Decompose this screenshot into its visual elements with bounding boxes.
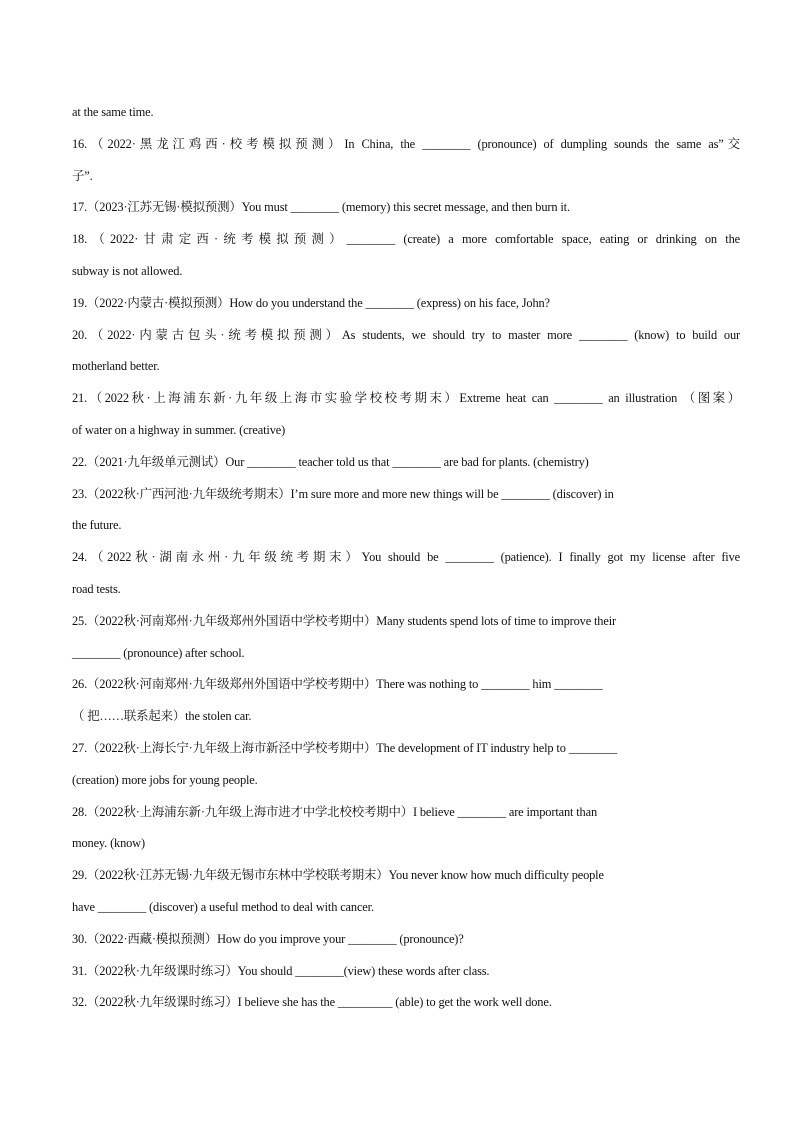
question-16-line-2: 子”. (72, 168, 93, 183)
question-31: 31.（2022秋·九年级课时练习）You should ________(view) these words after class. (72, 963, 490, 978)
question-26-line-1: 26.（2022秋·河南郑州·九年级郑州外国语中学校考期中）There was nothing to ________ him ________ (72, 677, 603, 692)
question-20-line-2: motherland better. (72, 359, 160, 374)
question-30: 30.（2022·西藏·模拟预测）How do you improve your ________ (pronounce)? (72, 931, 464, 946)
question-27-line-2: (creation) more jobs for young people. (72, 772, 258, 787)
question-32: 32.（2022秋·九年级课时练习）I believe she has the _________ (able) to get the work well done. (72, 995, 552, 1010)
question-28-line-1: 28.（2022秋·上海浦东新·九年级上海市进才中学北校校考期中）I believe ________ are important than (72, 804, 597, 819)
exercise-page (72, 102, 740, 1024)
question-26-line-2: （ 把……联系起来）the stolen car. (72, 709, 252, 724)
question-21-line-1: 21.（2022秋·上海浦东新·九年级上海市实验学校校考期末）Extreme heat can ________ an illustration （图案） (72, 391, 740, 406)
question-28-line-2: money. (know) (72, 836, 145, 851)
question-19: 19.（2022·内蒙古·模拟预测）How do you understand the ________ (express) on his face, John? (72, 295, 550, 310)
question-16-line-1: 16.（2022·黑龙江鸡西·校考模拟预测）In China, the ________ (pronounce) of dumpling sounds the same as”交 (72, 136, 740, 151)
question-29-line-2: have ________ (discover) a useful method to deal with cancer. (72, 899, 374, 914)
question-25-line-2: ________ (pronounce) after school. (72, 645, 245, 660)
question-18-line-1: 18.（2022·甘肃定西·统考模拟预测）________ (create) a more comfortable space, eating or drinking on the (72, 232, 740, 247)
question-17: 17.（2023·江苏无锡·模拟预测）You must ________ (memory) this secret message, and then burn it. (72, 200, 570, 215)
question-20-line-1: 20.（2022·内蒙古包头·统考模拟预测）As students, we should try to master more ________ (know) to build our (72, 327, 740, 342)
question-27-line-1: 27.（2022秋·上海长宁·九年级上海市新泾中学校考期中）The development of IT industry help to ________ (72, 740, 618, 755)
question-23-line-1: 23.（2022秋·广西河池·九年级统考期末）I’m sure more and more new things will be ________ (discover) in (72, 486, 614, 501)
question-29-line-1: 29.（2022秋·江苏无锡·九年级无锡市东林中学校联考期末）You never know how much difficulty people (72, 868, 604, 883)
question-21-line-2: of water on a highway in summer. (creative) (72, 422, 286, 437)
question-24-line-2: road tests. (72, 581, 121, 596)
text-line: at the same time. (72, 105, 154, 119)
question-25-line-1: 25.（2022秋·河南郑州·九年级郑州外国语中学校考期中）Many students spend lots of time to improve their (72, 613, 616, 628)
question-18-line-2: subway is not allowed. (72, 263, 183, 278)
question-24-line-1: 24.（2022秋·湖南永州·九年级统考期末）You should be ________ (patience). I finally got my license after five (72, 550, 740, 565)
question-22: 22.（2021·九年级单元测试）Our ________ teacher told us that ________ are bad for plants. (chemistry) (72, 454, 589, 469)
question-23-line-2: the future. (72, 518, 122, 533)
